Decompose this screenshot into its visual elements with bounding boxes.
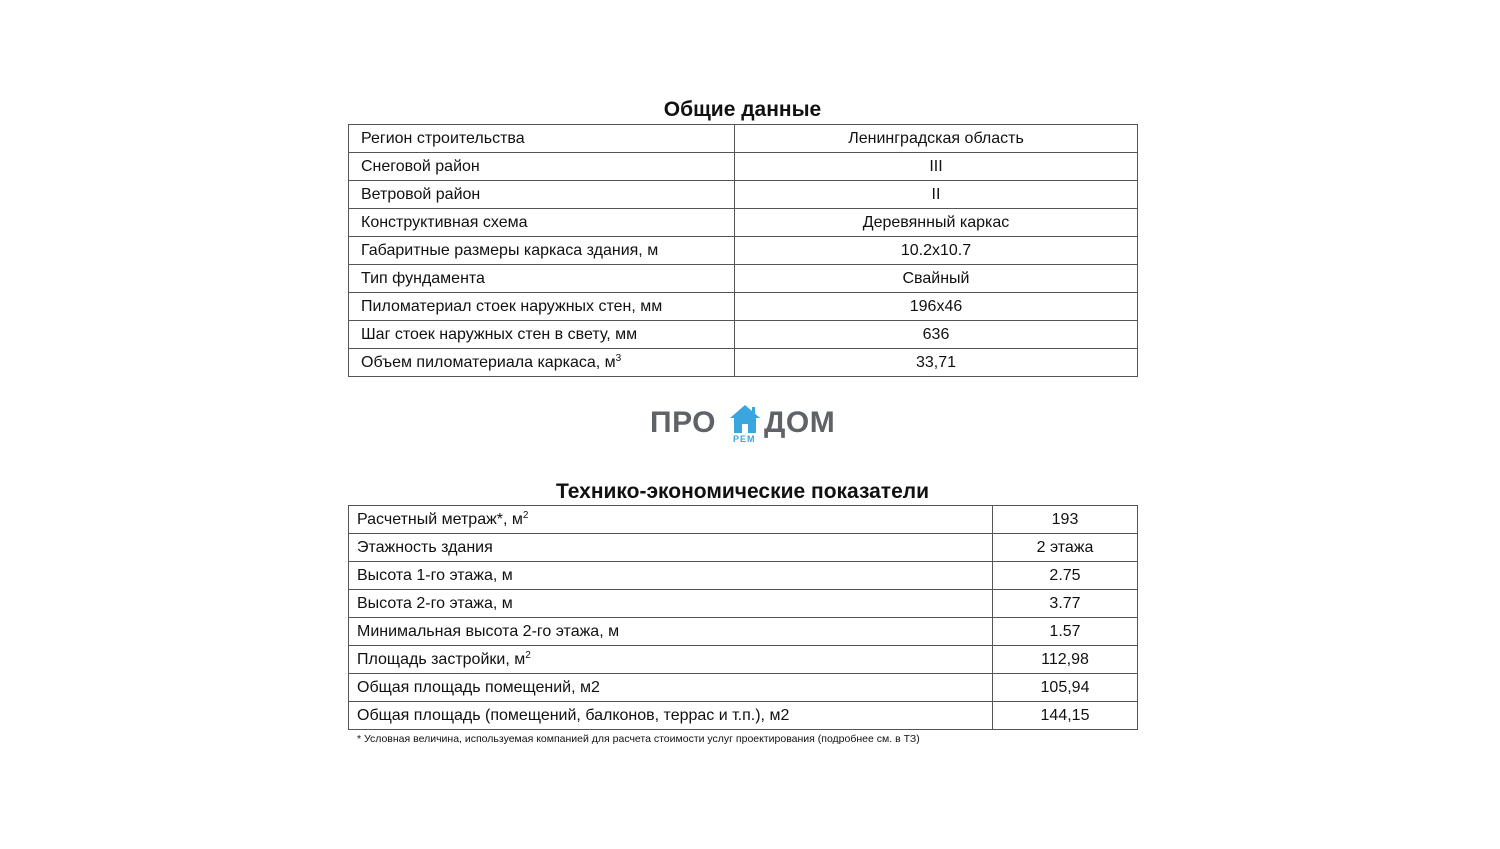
general-data-title: Общие данные: [663, 98, 822, 121]
table-row: [349, 321, 1138, 349]
table-row: [349, 125, 1138, 153]
row-value: 196x46: [735, 293, 1138, 321]
footnote: * Условная величина, используемая компанией для расчета стоимости услуг проектирования (подробнее см. в ТЗ): [357, 733, 920, 745]
row-label: Конструктивная схема: [349, 209, 735, 237]
row-label: Ветровой район: [349, 181, 735, 209]
row-label: Шаг стоек наружных стен в свету, мм: [349, 321, 735, 349]
tech-indicators-title: Технико-экономические показатели: [555, 480, 930, 503]
row-value: Деревянный каркас: [735, 209, 1138, 237]
house-icon: [729, 404, 761, 434]
row-value: 10.2x10.7: [735, 237, 1138, 265]
row-value: 2 этажа: [993, 534, 1138, 562]
table-row: [349, 534, 1138, 562]
row-value: 3.77: [993, 590, 1138, 618]
row-label: Общая площадь помещений, м2: [349, 674, 993, 702]
row-label: Объем пиломатериала каркаса, м: [361, 353, 616, 371]
row-label-cell: [349, 646, 993, 674]
row-value: 193: [993, 506, 1138, 534]
table-row: [349, 153, 1138, 181]
table-row: [349, 618, 1138, 646]
tech-indicators-table: [348, 505, 1138, 730]
row-label: Высота 1-го этажа, м: [349, 562, 993, 590]
logo-word-pro: ПРО: [650, 406, 717, 439]
row-label: Габаритные размеры каркаса здания, м: [349, 237, 735, 265]
table-row: [349, 674, 1138, 702]
row-label-cell: [349, 506, 993, 534]
company-logo: [650, 402, 850, 446]
unit-superscript: 2: [525, 649, 531, 661]
row-label: Пиломатериал стоек наружных стен, мм: [349, 293, 735, 321]
table-row: [349, 237, 1138, 265]
table-row: [349, 506, 1138, 534]
table-row: [349, 646, 1138, 674]
unit-superscript: 2: [522, 509, 529, 521]
logo-word-dom: ДОМ: [764, 406, 836, 439]
row-value: Свайный: [735, 265, 1138, 293]
row-label: Минимальная высота 2-го этажа, м: [349, 618, 993, 646]
row-label: Высота 2-го этажа, м: [349, 590, 993, 618]
table-row: [349, 590, 1138, 618]
table-row: [349, 702, 1138, 730]
row-value: 112,98: [993, 646, 1138, 674]
row-label: Общая площадь (помещений, балконов, террас и т.п.), м2: [349, 702, 993, 730]
row-label: Регион строительства: [349, 125, 735, 153]
row-value: 636: [735, 321, 1138, 349]
row-value: 2.75: [993, 562, 1138, 590]
row-value: 1.57: [993, 618, 1138, 646]
row-value: 105,94: [993, 674, 1138, 702]
row-value: III: [735, 153, 1138, 181]
logo-small-text: РЕМ: [733, 434, 756, 444]
row-label: Площадь застройки, м: [357, 650, 526, 668]
table-row: [349, 181, 1138, 209]
general-data-table: [348, 124, 1138, 377]
row-value: II: [735, 181, 1138, 209]
table-row: [349, 349, 1138, 377]
table-row: [349, 265, 1138, 293]
table-row: [349, 209, 1138, 237]
row-label: Тип фундамента: [349, 265, 735, 293]
row-label: Снеговой район: [349, 153, 735, 181]
row-label: Расчетный метраж*, м: [357, 510, 523, 528]
unit-superscript: 3: [615, 352, 622, 364]
row-label: Этажность здания: [349, 534, 993, 562]
row-value: 33,71: [735, 349, 1138, 377]
row-label-cell: [349, 349, 735, 377]
row-value: 144,15: [993, 702, 1138, 730]
row-value: Ленинградская область: [735, 125, 1138, 153]
table-row: [349, 293, 1138, 321]
table-row: [349, 562, 1138, 590]
